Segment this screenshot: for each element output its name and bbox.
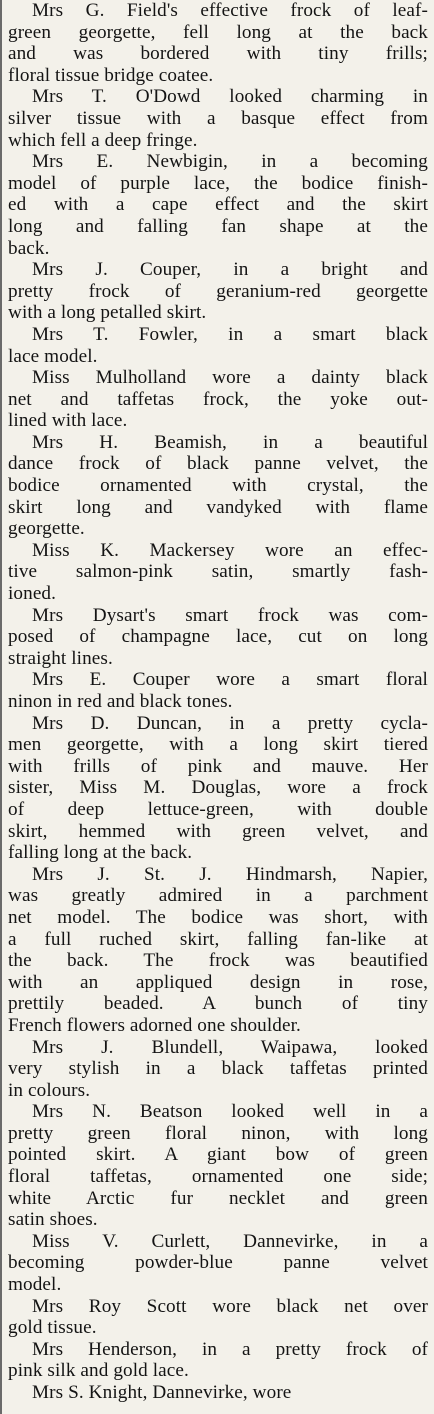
text-line: Mrs G. Field's effective frock of leaf- [32, 0, 428, 21]
text-line: in colours. [8, 1079, 91, 1101]
text-line: Miss V. Curlett, Dannevirke, in a [32, 1230, 428, 1252]
text-line: Miss Mulholland wore a dainty black [32, 367, 428, 389]
article-paragraph [8, 324, 428, 367]
text-line: falling long at the back. [8, 842, 193, 864]
text-line: net and taffetas frock, the yoke out- [8, 388, 428, 410]
text-line: French flowers adorned one shoulder. [8, 1014, 301, 1036]
text-line: with an appliqued design in rose, [8, 971, 428, 993]
text-line: which fell a deep fringe. [8, 129, 198, 151]
text-line: ioned. [8, 583, 57, 605]
article-paragraph [8, 1231, 428, 1296]
text-line: gold tissue. [8, 1317, 97, 1339]
article-paragraph [8, 367, 428, 432]
text-line: net model. The bodice was short, with [8, 906, 428, 928]
text-line: white Arctic fur necklet and green [8, 1187, 428, 1209]
text-line: georgette. [8, 518, 85, 540]
text-line: long and falling fan shape at the [8, 215, 428, 237]
text-line: model. [8, 1274, 62, 1296]
text-line: Mrs N. Beatson looked well in a [32, 1101, 428, 1123]
text-line: prettily beaded. A bunch of tiny [8, 993, 428, 1015]
text-line: skirt long and vandyked with flame [8, 496, 428, 518]
text-line: skirt, hemmed with green velvet, and [8, 820, 428, 842]
article-paragraph [8, 1037, 428, 1102]
text-line: with frills of pink and mauve. Her [8, 755, 428, 777]
text-line: Mrs Roy Scott wore black net over [32, 1295, 428, 1317]
text-line: model of purple lace, the bodice finish- [8, 172, 428, 194]
article-paragraph [8, 0, 428, 86]
text-line: satin shoes. [8, 1209, 98, 1231]
text-line: floral taffetas, ornamented one side; [8, 1166, 428, 1188]
text-line: very stylish in a black taffetas printed [8, 1058, 428, 1080]
article-paragraph [8, 1382, 428, 1404]
text-line: of deep lettuce-green, with double [8, 798, 428, 820]
text-line: floral tissue bridge coatee. [8, 64, 214, 86]
text-line: Mrs T. O'Dowd looked charming in [32, 86, 428, 108]
text-line: Miss K. Mackersey wore an effec- [32, 539, 428, 561]
text-line: ninon in red and black tones. [8, 691, 233, 712]
article-paragraph [8, 1296, 428, 1339]
text-line: sister, Miss M. Douglas, wore a frock [8, 777, 428, 799]
text-line: Mrs Henderson, in a pretty frock of [32, 1338, 428, 1360]
article-paragraph [8, 605, 428, 670]
text-line: ed with a cape effect and the skirt [8, 194, 428, 216]
text-line: lace model. [8, 345, 98, 367]
article-paragraph [8, 432, 428, 540]
text-line: tive salmon-pink satin, smartly fash- [8, 561, 428, 583]
text-line: Mrs E. Couper wore a smart floral [32, 669, 428, 691]
text-line: Mrs S. Knight, Dannevirke, wore [32, 1382, 292, 1403]
text-line: straight lines. [8, 647, 113, 669]
text-line: Mrs E. Newbigin, in a becoming [32, 151, 428, 173]
text-line: becoming powder-blue panne velvet [8, 1252, 428, 1274]
text-line: dance frock of black panne velvet, the [8, 453, 428, 475]
article-paragraph [8, 86, 428, 151]
text-line: pretty green floral ninon, with long [8, 1122, 428, 1144]
text-line: pointed skirt. A giant bow of green [8, 1144, 428, 1166]
text-line: back. [8, 237, 50, 259]
text-line: Mrs T. Fowler, in a smart black [32, 323, 428, 345]
text-line: the back. The frock was beautified [8, 950, 428, 972]
text-line: Mrs J. St. J. Hindmarsh, Napier, [32, 863, 428, 885]
text-line: Mrs J. Couper, in a bright and [32, 259, 428, 281]
text-line: Mrs D. Duncan, in a pretty cycla- [32, 712, 428, 734]
text-line: a full ruched skirt, falling fan-like at [8, 928, 428, 950]
text-line: Mrs H. Beamish, in a beautiful [32, 431, 428, 453]
text-line: pretty frock of geranium-red georgette [8, 280, 428, 302]
text-line: Mrs Dysart's smart frock was com- [32, 604, 428, 626]
text-line: Mrs J. Blundell, Waipawa, looked [32, 1036, 428, 1058]
article-paragraph [8, 669, 428, 712]
article-paragraph [8, 1339, 428, 1382]
text-line: posed of champagne lace, cut on long [8, 626, 428, 648]
text-line: green georgette, fell long at the back [8, 21, 428, 43]
article-paragraph [8, 540, 428, 605]
text-line: lined with lace. [8, 410, 128, 432]
article-paragraph [8, 713, 428, 864]
text-line: bodice ornamented with crystal, the [8, 475, 428, 497]
text-line: pink silk and gold lace. [8, 1360, 189, 1382]
text-line: silver tissue with a basque effect from [8, 107, 428, 129]
article-paragraph [8, 151, 428, 259]
text-line: was greatly admired in a parchment [8, 885, 428, 907]
article-paragraph [8, 259, 428, 324]
article-paragraph [8, 1101, 428, 1231]
article-paragraph [8, 864, 428, 1037]
text-line: men georgette, with a long skirt tiered [8, 734, 428, 756]
text-line: and was bordered with tiny frills; [8, 43, 428, 65]
text-line: with a long petalled skirt. [8, 302, 207, 324]
